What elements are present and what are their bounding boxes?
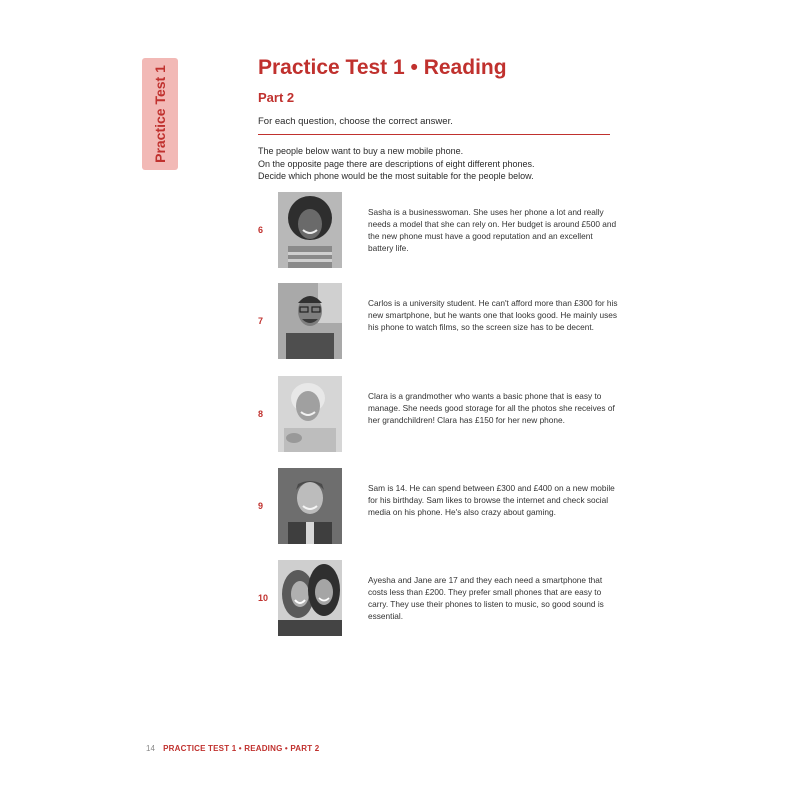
question-item-10 xyxy=(258,560,618,638)
intro-line: Decide which phone would be the most suitable for the people below. xyxy=(258,171,534,181)
question-number: 9 xyxy=(258,501,264,511)
footer-text: PRACTICE TEST 1 • READING • PART 2 xyxy=(163,744,320,753)
question-number: 10 xyxy=(258,593,269,603)
intro-text xyxy=(258,145,535,183)
question-number: 6 xyxy=(258,225,264,235)
photo-grandmother xyxy=(278,376,342,452)
intro-line: On the opposite page there are descriptions of eight different phones. xyxy=(258,158,535,169)
question-number: 8 xyxy=(258,409,264,419)
side-tab-label: Practice Test 1 xyxy=(152,65,168,163)
question-item-8 xyxy=(258,376,618,454)
photo-two-girls xyxy=(278,560,342,636)
question-item-7 xyxy=(258,283,618,361)
intro-line: The people below want to buy a new mobile phone. xyxy=(258,146,464,156)
page-footer xyxy=(146,744,319,753)
part-heading: Part 2 xyxy=(258,90,295,105)
question-item-9 xyxy=(258,468,618,546)
question-description: Carlos is a university student. He can't afford more than £300 for his new smartphone, but he wants one that looks good. He mainly uses his phone to watch films, so the screen size has to be decent. xyxy=(368,298,618,332)
question-description: Sasha is a businesswoman. She uses her phone a lot and really needs a model that she can rely on. Her budget is around £500 and the new phone must have a good reputation and an excellent battery life. xyxy=(368,207,617,253)
instruction-text: For each question, choose the correct answer. xyxy=(258,116,453,127)
page-title: Practice Test 1 • Reading xyxy=(258,56,507,79)
question-number: 7 xyxy=(258,316,264,326)
page-number: 14 xyxy=(146,744,155,753)
question-description: Clara is a grandmother who wants a basic phone that is easy to manage. She needs good storage for all the photos she receives of her grandchildren! Clara has £150 for her new phone. xyxy=(368,391,615,425)
photo-woman-curly-hair xyxy=(278,192,342,268)
question-description: Sam is 14. He can spend between £300 and £400 on a new mobile for his birthday. Sam likes to browse the internet and check social media on his phone. He's also crazy about gaming. xyxy=(368,483,615,517)
question-item-6 xyxy=(258,192,618,270)
side-tab xyxy=(142,58,178,170)
photo-teenage-boy xyxy=(278,468,342,544)
divider xyxy=(258,134,610,135)
photo-young-man-glasses xyxy=(278,283,342,359)
question-description: Ayesha and Jane are 17 and they each need a smartphone that costs less than £200. They prefer small phones that are easy to carry. They use their phones to listen to music, so good sound is essential. xyxy=(368,575,604,621)
